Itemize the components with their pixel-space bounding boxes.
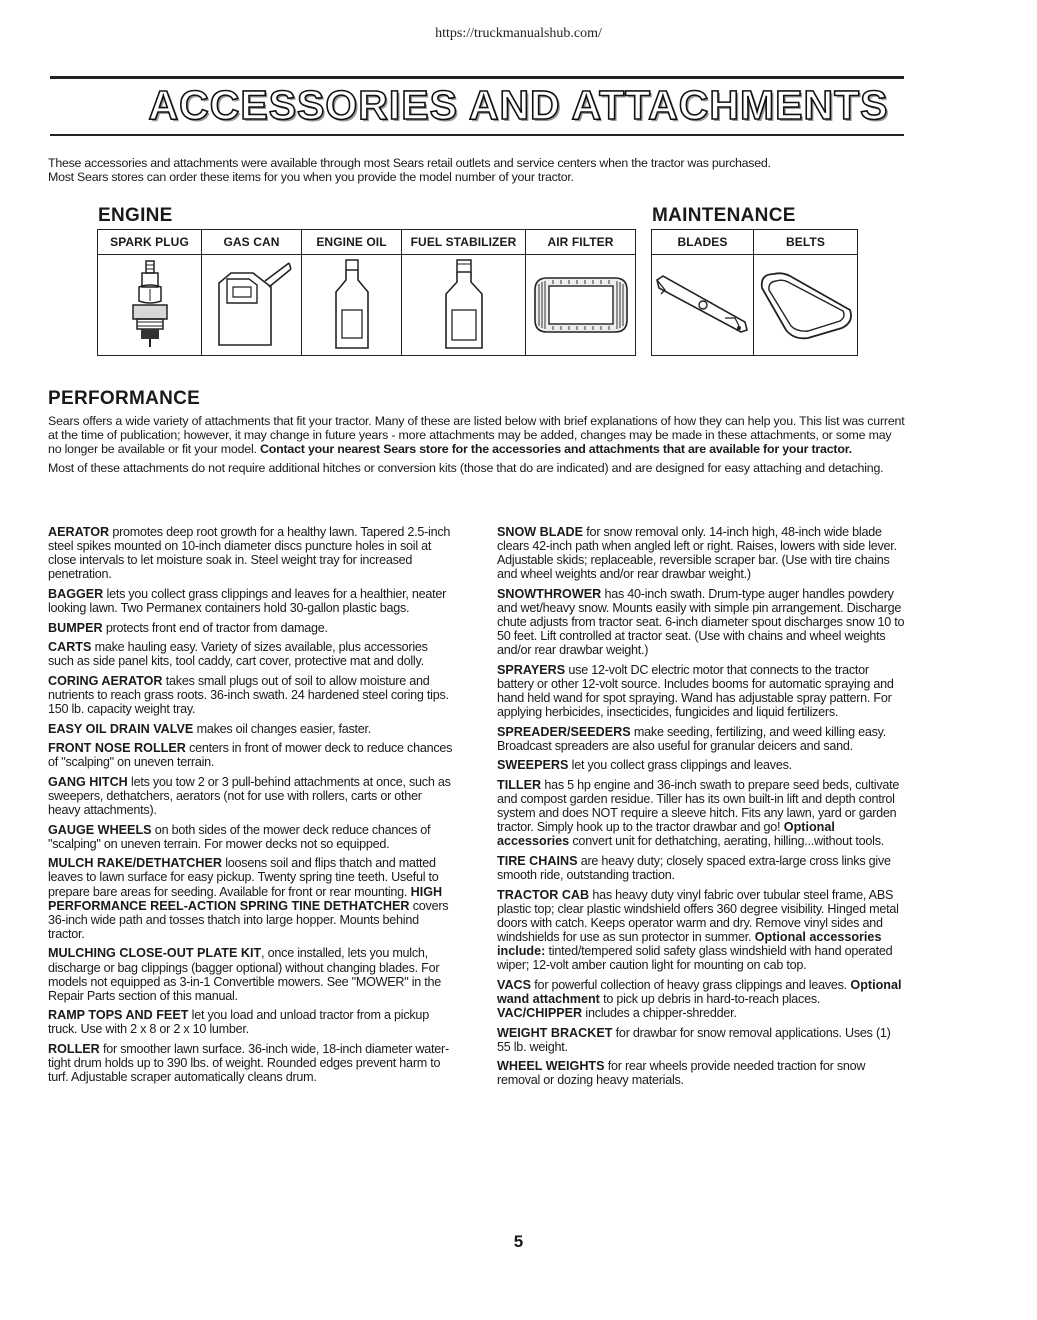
gas-can-icon	[209, 259, 295, 351]
tool-label: BELTS	[754, 230, 857, 255]
mower-blade-icon	[655, 270, 751, 340]
attachment-item	[497, 978, 907, 1020]
attachment-description: for drawbar for snow removal applications. Uses (1) 55 lb. weight.	[497, 1025, 891, 1054]
attachment-term: ROLLER	[48, 1042, 100, 1056]
attachment-item	[48, 1008, 456, 1036]
page-number: 5	[513, 1232, 524, 1251]
engine-heading: ENGINE	[98, 205, 173, 226]
attachment-description: protects front end of tractor from damage.	[102, 620, 328, 635]
engine-table	[97, 229, 636, 356]
attachment-term: Optional wand attachment	[497, 977, 902, 1006]
attachment-term: VACS	[497, 977, 532, 992]
attachment-term: EASY OIL DRAIN VALVE	[48, 721, 194, 736]
maintenance-heading: MAINTENANCE	[652, 205, 796, 226]
intro-text	[48, 156, 906, 184]
attachment-description: for smoother lawn surface. 36-inch wide, 18-inch diameter water-tight drum holds up to 390 lbs. of weight. Rounded edges prevent harm to turf. Adjustable scraper automatically cleans drum.	[48, 1042, 449, 1085]
attachment-term: VAC/CHIPPER	[497, 1005, 583, 1020]
attachment-description: convert unit for dethatching, aerating, hilling...without tools.	[569, 834, 885, 849]
tool-air-filter	[526, 230, 635, 355]
attachment-term: Optional accessories	[497, 820, 835, 849]
attachment-description: are heavy duty; closely spaced extra-large cross links give smooth ride, outstanding traction.	[497, 853, 891, 883]
tool-gas-can	[202, 230, 302, 355]
attachment-description: lets you collect grass clippings and leaves for a healthier, neater looking lawn. Two Permanex containers hold 30-gallon plastic bags.	[48, 586, 447, 615]
attachment-term: SPREADER/SEEDERS	[497, 724, 631, 739]
intro-line-1: These accessories and attachments were available through most Sears retail outlets and service centers when the tractor was purchased.	[48, 156, 771, 170]
source-url[interactable]: https://truckmanualshub.com/	[435, 26, 602, 41]
attachment-term: CARTS	[48, 640, 92, 655]
attachment-description: on both sides of the mower deck reduce chances of "scalping" on uneven terrain. For mower decks not so equipped.	[48, 822, 431, 851]
tool-label: ENGINE OIL	[302, 230, 401, 255]
attachment-term: TILLER	[497, 778, 542, 792]
intro-line-2: Most Sears stores can order these items for you when you provide the model number of your tractor.	[48, 170, 574, 184]
performance-para-2: Most of these attachments do not require additional hitches or conversion kits (those that do are indicated) and are designed for easy attaching and detaching.	[48, 461, 884, 475]
attachment-term: WHEEL WEIGHTS	[497, 1059, 605, 1074]
performance-heading: PERFORMANCE	[48, 388, 201, 409]
attachment-term: MULCH RAKE/DETHATCHER	[48, 856, 222, 871]
attachment-term: GAUGE WHEELS	[48, 822, 152, 837]
attachment-term: BUMPER	[48, 620, 103, 635]
attachment-term: RAMP TOPS AND FEET	[48, 1008, 189, 1023]
tool-fuel-stabilizer	[402, 230, 526, 355]
attachment-description: loosens soil and flips thatch and matted leaves to lawn surface for easy pickup. Twenty spring tine teeth. Useful to prepare bare areas for seeding. Available for front or rear mounting.	[48, 856, 439, 899]
attachment-term: FRONT NOSE ROLLER	[48, 741, 186, 756]
attachment-description: takes small plugs out of soil to allow moisture and nutrients to reach grass roots. 36-inch swath. 24 hardened steel coring tips. 150 lb. capacity weight tray.	[48, 673, 449, 717]
attachment-term: CORING AERATOR	[48, 673, 163, 688]
attachment-item	[497, 888, 907, 973]
attachment-item	[497, 663, 907, 719]
attachment-description: has 5 hp engine and 36-inch swath to prepare seed beds, cultivate and compost garden residue. Tiller has its own built-in lift and depth control system and does NOT require a sleeve hitch. Fits any lawn, yard or garden tractor. Simply hook up to the tractor drawbar and go!	[497, 778, 900, 835]
attachment-description: has heavy duty vinyl fabric over tubular steel frame, ABS plastic top; clear plastic windshield offers 360 degree visibility. Hinged metal doors with catch. Keeps operator warm and dry. Remove vinyl sides and windshields for use as sun protector in summer.	[497, 887, 899, 944]
attachment-description: let you load and unload tractor from a pickup truck. Use with 2 x 8 or 2 x 10 lumber.	[48, 1008, 429, 1037]
attachment-term: SPRAYERS	[497, 662, 566, 677]
top-rule	[50, 76, 904, 79]
performance-text	[48, 414, 908, 480]
attachment-description: promotes deep root growth for a healthy lawn. Tapered 2.5-inch steel spikes mounted on 10-inch diameter discs puncture holes in soil at close intervals to let moisture soak in. Steel weight tray for increased penetration.	[48, 525, 451, 582]
attachment-description: covers 36-inch wide path and tosses thatch into large hopper. Mounts behind tractor.	[48, 898, 449, 941]
attachment-description: for powerful collection of heavy grass clippings and leaves.	[531, 977, 847, 992]
tool-label: AIR FILTER	[526, 230, 635, 255]
attachment-term: SNOWTHROWER	[497, 586, 602, 601]
attachment-item	[48, 587, 456, 615]
attachment-item	[48, 722, 456, 736]
attachment-description: has 40-inch swath. Drum-type auger handles powdery and wet/heavy snow. Mounts easily with simple pin arrangement. Discharge chute adjusts from tractor seat. 6-inch diameter spout discharges snow 10 to 50 feet. Lift controlled at tractor seat. (Use with chains and wheel weights and/or rear drawbar weight.)	[497, 586, 905, 658]
tool-label: FUEL STABILIZER	[402, 230, 525, 255]
attachment-item	[48, 640, 456, 668]
attachment-item	[497, 1026, 907, 1054]
attachment-term: MULCHING CLOSE-OUT PLATE KIT	[48, 946, 262, 961]
attachment-term: Optional accessories include:	[497, 929, 882, 959]
attachment-description: let you collect grass clippings and leaves.	[568, 758, 792, 773]
tool-label: BLADES	[652, 230, 753, 255]
attachment-description: to pick up debris in hard-to-reach places.	[599, 991, 821, 1006]
left-attachments-column	[48, 525, 456, 1090]
attachment-description: includes a chipper-shredder.	[582, 1005, 737, 1020]
performance-para-1: Sears offers a wide variety of attachments that fit your tractor. Many of these are listed below with brief explanations of how they can help you. This list was current at the time of publication; however, it may change in future years - more attachments may be added, changes may be made in these attachments, or some may no longer be available or fit your model. Contact your nearest Sears store for the accessories and attachments that are available for your tractor.	[48, 414, 905, 456]
attachment-item	[48, 674, 456, 716]
attachment-item	[48, 775, 456, 817]
spark-plug-icon	[125, 259, 175, 351]
attachment-description: use 12-volt DC electric motor that connects to the tractor battery or other 12-volt source. Includes booms for automatic spraying and hand held wand for spot spraying. Wand has adjustable spray pattern. For applying herbicides, insecticides, fungicides and liquid fertilizers.	[497, 662, 894, 720]
attachment-item	[48, 1042, 456, 1084]
oil-bottle-icon	[322, 258, 382, 352]
attachment-description: tinted/tempered solid safety glass windshield with hand operated wiper; 12-volt amber caution light for mounting on cab top.	[497, 944, 893, 973]
attachment-item	[497, 587, 907, 657]
maintenance-table	[651, 229, 858, 356]
stabilizer-bottle-icon	[434, 258, 494, 352]
attachment-description: centers in front of mower deck to reduce chances of "scalping" on uneven terrain.	[48, 741, 453, 770]
attachment-description: for rear wheels provide needed traction for snow removal or dozing heavy materials.	[497, 1059, 866, 1088]
attachment-description: makes oil changes easier, faster.	[193, 721, 372, 736]
attachment-term: SWEEPERS	[497, 758, 569, 773]
tool-blades	[652, 230, 754, 355]
attachment-term: TRACTOR CAB	[497, 887, 590, 902]
tool-label: GAS CAN	[202, 230, 301, 255]
attachment-description: , once installed, lets you mulch, discharge or bag clippings (bagger optional) without changing blades. For models not equipped as 3-in-1 Convertible mowers. See "MOWER" in the Repair Parts section of this manual.	[48, 946, 442, 1003]
attachment-item	[497, 1059, 907, 1087]
attachment-term: SNOW BLADE	[497, 525, 584, 539]
attachment-description: make hauling easy. Variety of sizes available, plus accessories such as side panel kits, tool caddy, cart cover, protective mat and dolly.	[48, 640, 428, 669]
attachment-description: lets you tow 2 or 3 pull-behind attachments at once, such as sweepers, dethatchers, aerators (not for use with rollers, carts or other heavy attachments).	[48, 774, 451, 818]
attachment-item	[497, 854, 907, 882]
attachment-description: make seeding, fertilizing, and weed killing easy. Broadcast spreaders are also useful for granular deicers and sand.	[497, 724, 887, 753]
right-attachments-column	[497, 525, 907, 1093]
attachment-term: TIRE CHAINS	[497, 853, 578, 868]
attachment-item	[48, 621, 456, 635]
attachment-term: WEIGHT BRACKET	[497, 1025, 613, 1040]
attachment-item	[497, 778, 907, 848]
contact-notice: Contact your nearest Sears store for the accessories and attachments that are available for your tractor.	[260, 442, 852, 456]
air-filter-icon	[531, 270, 631, 340]
attachment-item	[497, 758, 907, 772]
attachment-item	[48, 741, 456, 769]
page-title: ACCESSORIES AND ATTACHMENTS	[148, 82, 889, 128]
attachment-term: GANG HITCH	[48, 774, 128, 789]
attachment-term: AERATOR	[48, 525, 110, 539]
drive-belt-icon	[756, 268, 856, 342]
attachment-item	[48, 823, 456, 851]
attachment-item	[48, 856, 456, 941]
attachment-item	[497, 525, 907, 581]
attachment-description: for snow removal only. 14-inch high, 48-inch wide blade clears 42-inch path when angled left or right. Raises, lowers with side lever. Adjustable skids; replaceable, reversible scraper bar. (Use with tire chains and wheel weights and/or rear drawbar weight.)	[497, 525, 897, 582]
attachment-item	[497, 725, 907, 753]
title-underline	[50, 134, 904, 136]
tool-belts	[754, 230, 857, 355]
attachment-item	[48, 525, 456, 581]
attachment-term: HIGH PERFORMANCE REEL-ACTION SPRING TINE DETHATCHER	[48, 884, 443, 913]
attachment-item	[48, 946, 456, 1002]
tool-spark-plug	[98, 230, 202, 355]
tool-label: SPARK PLUG	[98, 230, 201, 255]
tool-engine-oil	[302, 230, 402, 355]
attachment-term: BAGGER	[48, 586, 104, 601]
